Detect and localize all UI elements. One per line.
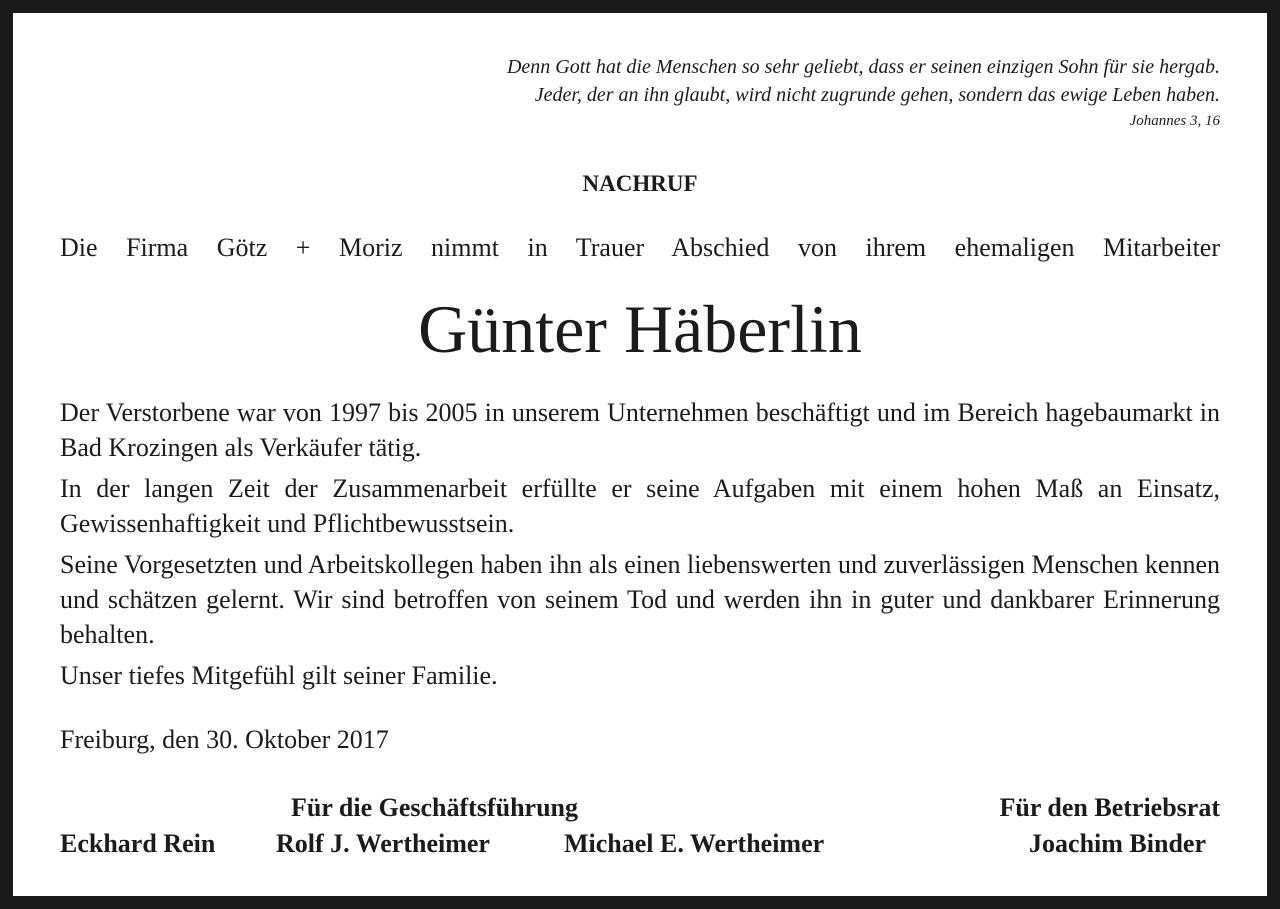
notice-body [60,395,1220,699]
deceased-name: Günter Häberlin [418,291,862,367]
verse-line-2: Jeder, der an ihn glaubt, wird nicht zugrunde gehen, sondern das ewige Leben haben. [534,84,1220,106]
signatory-rolf-wertheimer: Rolf J. Wertheimer [276,829,490,858]
paragraph-remembrance: Seine Vorgesetzten und Arbeitskollegen haben ihn als einen liebenswerten und zuverlässigen Menschen kennen und schätzen gelernt. Wir sind betroffen von seinem Tod und werden ihn in guter und dankbarer Erinnerung behalten. [60,550,1220,649]
verse-reference: Johannes 3, 16 [1129,113,1220,129]
paragraph-dedication: In der langen Zeit der Zusammenarbeit erfüllte er seine Aufgaben mit einem hohen Maß an Einsatz, Gewissenhaftigkeit und Pflichtbewusstsein. [60,474,1220,538]
place-date: Freiburg, den 30. Oktober 2017 [60,725,389,754]
signatory-michael-wertheimer: Michael E. Wertheimer [564,829,825,858]
verse-line-1: Denn Gott hat die Menschen so sehr geliebt, dass er seinen einzigen Sohn für sie hergab. [506,56,1220,78]
works-council-heading: Für den Betriebsrat [999,793,1220,822]
paragraph-employment: Der Verstorbene war von 1997 bis 2005 in unserem Unternehmen beschäftigt und im Bereich hagebaumarkt in Bad Krozingen als Verkäufer tätig. [60,398,1220,462]
management-heading: Für die Geschäftsführung [291,793,578,822]
notice-content [60,13,1220,896]
notice-heading: NACHRUF [582,171,698,196]
intro-line: Die Firma Götz + Moriz nimmt in Trauer Abschied von ihrem ehemaligen Mitarbeiter [60,233,1220,262]
paragraph-condolence: Unser tiefes Mitgefühl gilt seiner Familie. [60,661,498,690]
bible-verse [507,53,1220,109]
signatory-eckhard-rein: Eckhard Rein [60,829,216,858]
obituary-notice [13,13,1267,896]
signatory-joachim-binder: Joachim Binder [1029,829,1206,858]
